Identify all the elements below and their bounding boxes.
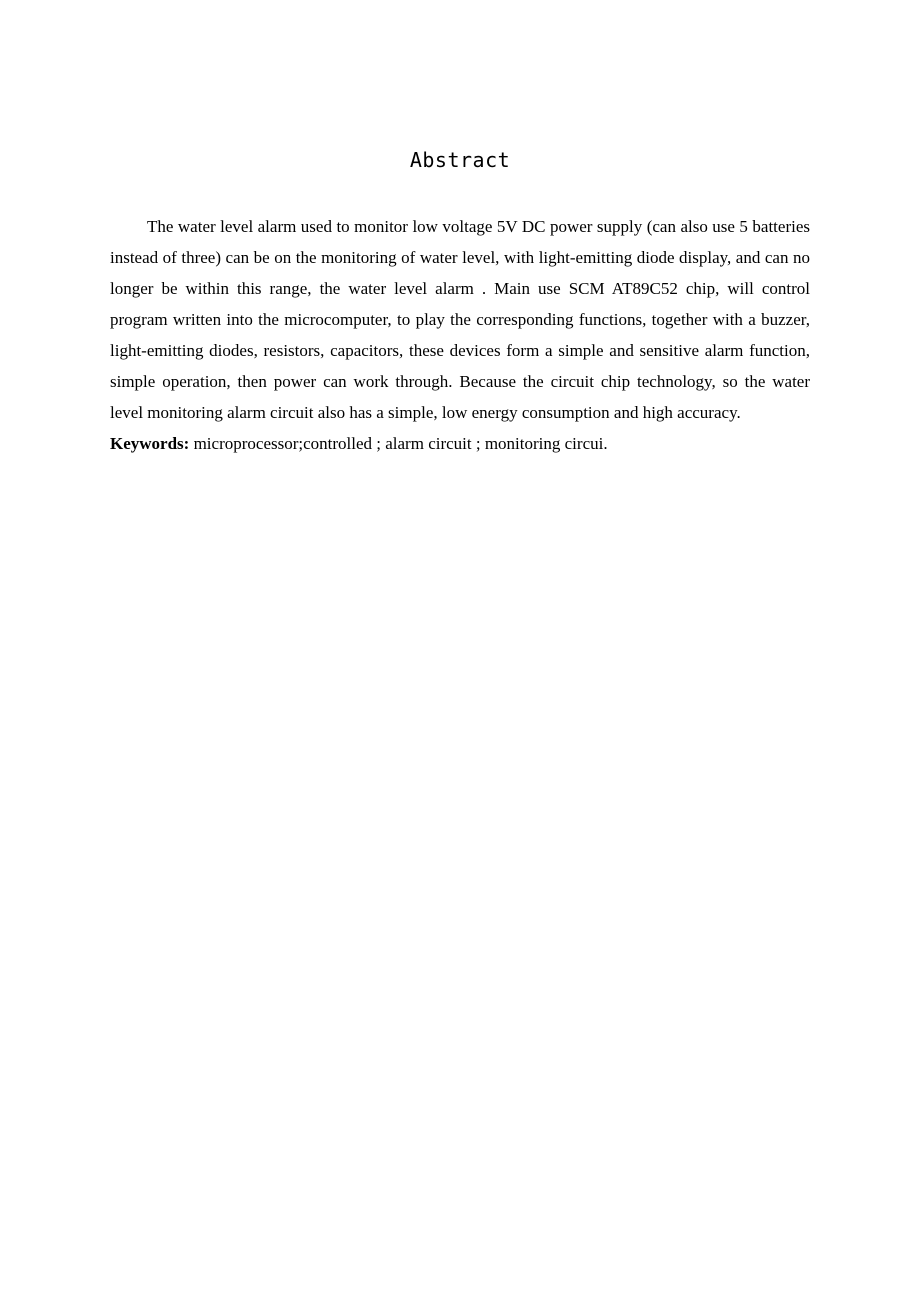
abstract-body <box>110 211 810 459</box>
keywords-label: Keywords: <box>110 434 190 453</box>
abstract-paragraph: The water level alarm used to monitor low voltage 5V DC power supply (can also use 5 batteries instead of three) can be on the monitoring of water level, with light-emitting diode display, and can no longer be within this range, the water level alarm . Main use SCM AT89C52 chip, will control program written into the microcomputer, to play the corresponding functions, together with a buzzer, light-emitting diodes, resistors, capacitors, these devices form a simple and sensitive alarm function, simple operation, then power can work through. Because the circuit chip technology, so the water level monitoring alarm circuit also has a simple, low energy consumption and high accuracy. <box>110 217 810 422</box>
keywords-line <box>110 428 810 459</box>
keywords-text: microprocessor;controlled ; alarm circuit ; monitoring circui. <box>193 434 608 453</box>
abstract-heading: Abstract <box>409 148 511 172</box>
